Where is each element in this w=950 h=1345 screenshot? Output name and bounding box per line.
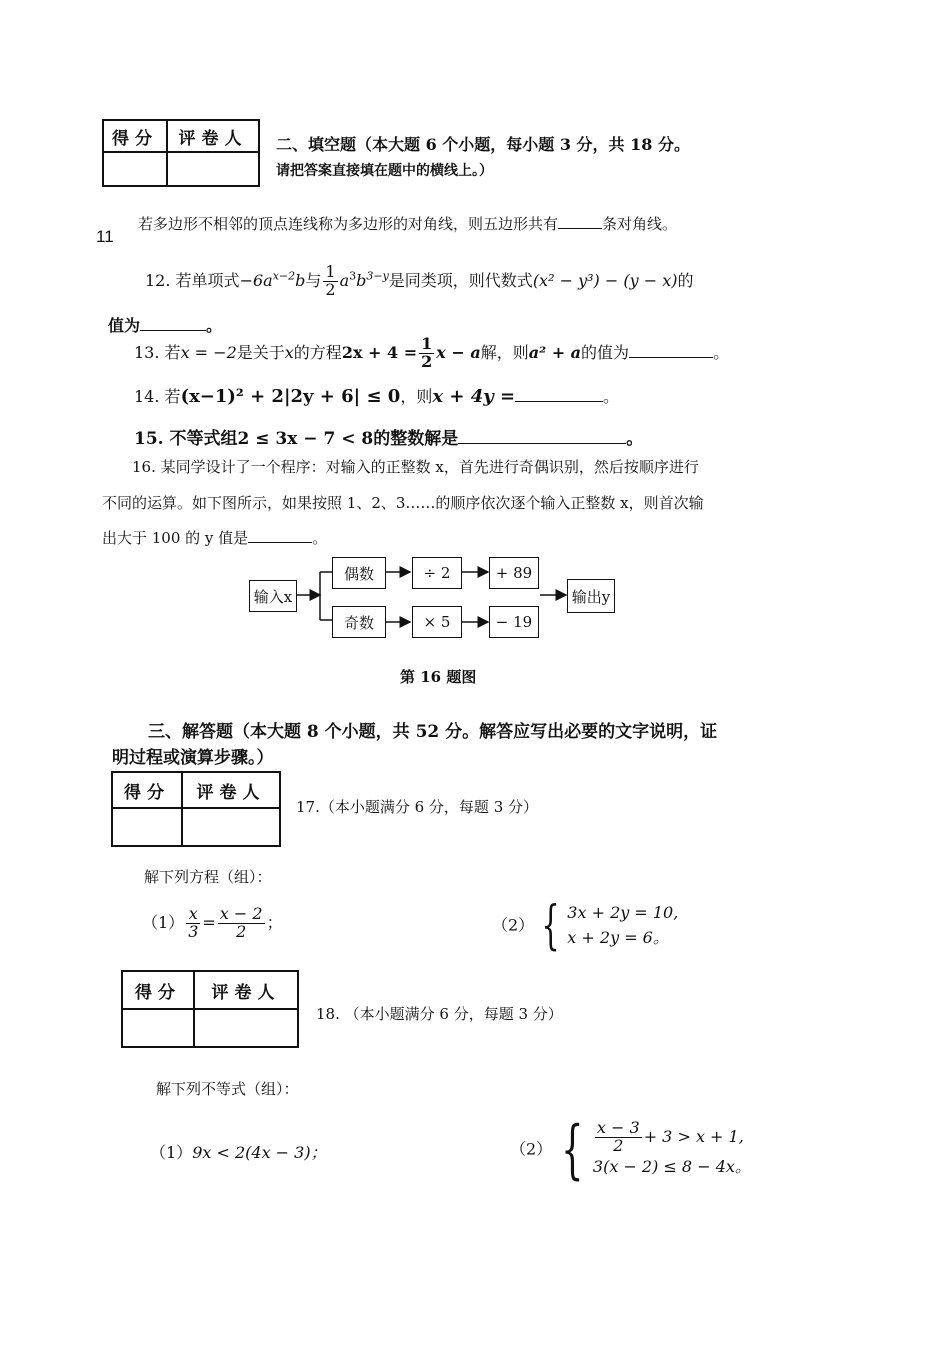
q18-p2-fden: 2 — [613, 1136, 624, 1156]
flow-minus-box: − 19 — [489, 606, 539, 638]
section3-title-line2: 明过程或演算步骤。） — [112, 748, 274, 768]
q17-p2-label: （2） — [492, 915, 535, 935]
q18-intro: 解下列不等式（组）： — [156, 1080, 299, 1098]
grader-cell[interactable] — [182, 808, 280, 846]
q14-ask: x + 4y = — [432, 386, 516, 407]
q14-line — [134, 384, 619, 407]
q13-var: x — [284, 342, 294, 362]
q16-line3-end: 。 — [312, 529, 328, 547]
q12-number: 12. — [145, 270, 171, 290]
section3-title-line1: 三、解答题（本大题 8 个小题，共 52 分。解答应写出必要的文字说明，证 — [148, 722, 718, 742]
q12-line1 — [145, 264, 693, 299]
q16-line1 — [132, 456, 699, 477]
grader-header: 评卷人 — [194, 971, 298, 1009]
q13-answer-blank[interactable] — [629, 357, 713, 358]
q12-monomial2a: a — [339, 270, 350, 290]
q17-problem1 — [142, 906, 283, 941]
q15-post: 的整数解是 — [373, 429, 459, 449]
q13-post2: 的值为 — [581, 342, 630, 362]
q17-p1-rden: 2 — [236, 921, 247, 941]
flow-odd-box: 奇数 — [332, 606, 386, 638]
q13-rhs: x − a — [436, 342, 481, 362]
flow-output-box: 输出y — [567, 579, 615, 613]
q16-line3 — [102, 527, 327, 548]
q12-monomial2b: b — [356, 270, 367, 290]
q15-pre: 不等式组 — [169, 429, 238, 449]
q17-p1-lnum: x — [186, 906, 200, 924]
q17-p2-eq2: x + 2y = 6。 — [567, 928, 669, 947]
flow-input-box: 输入x — [249, 580, 297, 612]
q15-end: 。 — [626, 429, 644, 449]
q12-monomial1: −6a — [239, 270, 273, 290]
brace-icon: { — [541, 896, 560, 956]
q12-frac-num: 1 — [325, 262, 336, 281]
q14-mid: ，则 — [400, 387, 433, 406]
q15-number: 15. — [134, 429, 164, 449]
q12-pre: 若单项式 — [175, 270, 240, 290]
q17-intro: 解下列方程（组）： — [144, 868, 272, 886]
q11-number: 11 — [96, 227, 114, 246]
q16-answer-blank[interactable] — [248, 542, 312, 543]
q13-mid2: 的方程 — [293, 342, 342, 362]
q14-pre: 若 — [164, 387, 181, 406]
q12-exp1: x−2 — [272, 269, 296, 283]
q12-frac-den: 2 — [325, 279, 336, 299]
q12-exp2a: 3 — [349, 269, 357, 283]
q14-answer-blank[interactable] — [515, 401, 603, 402]
q17-p2-eq1: 3x + 2y = 10, — [567, 903, 679, 923]
q17-p1-lden: 3 — [188, 921, 199, 941]
flow-plus-box: + 89 — [489, 557, 539, 589]
q11-answer-blank[interactable] — [558, 228, 602, 229]
q12-exp2b: 3−y — [366, 269, 389, 283]
q18-p2-ineq2: 3(x − 2) ≤ 8 − 4x。 — [592, 1156, 751, 1176]
q11-text — [138, 213, 677, 234]
q13-frac-num: 1 — [421, 334, 433, 353]
q17-p1-end: ； — [266, 912, 283, 932]
q17-p1-right-fraction — [218, 906, 265, 941]
q11-text-b: 条对角线。 — [602, 215, 678, 233]
q13-end: 。 — [713, 342, 730, 362]
q14-end: 。 — [603, 387, 620, 406]
q17-score-table — [111, 771, 281, 847]
q17-header: 17.（本小题满分 6 分，每题 3 分） — [296, 798, 539, 816]
q13-ask: a² + a — [528, 342, 582, 362]
grader-cell[interactable] — [167, 152, 259, 186]
q15-expression: 2 ≤ 3x − 7 < 8 — [237, 429, 374, 449]
q18-header: 18. （本小题满分 6 分，每题 3 分） — [316, 1005, 563, 1023]
q13-fraction — [419, 336, 434, 371]
q15-answer-blank[interactable] — [458, 443, 626, 444]
q17-p1-eq: = — [202, 912, 216, 932]
section2-instruction: 请把答案直接填在题中的横线上。） — [276, 163, 493, 179]
q18-problem1 — [150, 1140, 327, 1163]
grader-cell[interactable] — [194, 1009, 298, 1047]
q16-line1-text: 某同学设计了一个程序：对输入的正整数 x，首先进行奇偶识别，然后按顺序进行 — [160, 458, 699, 476]
q14-expression: (x−1)² + 2|2y + 6| ≤ 0 — [180, 386, 401, 407]
score-cell[interactable] — [112, 808, 182, 846]
q14-number: 14. — [134, 387, 160, 406]
q18-p2-label: （2） — [510, 1139, 553, 1159]
q13-frac-den: 2 — [421, 351, 433, 371]
section2-title: 二、填空题（本大题 6 个小题，每小题 3 分，共 18 分。 — [276, 135, 690, 154]
grader-header: 评卷人 — [167, 120, 259, 152]
section2-score-table — [102, 119, 260, 187]
brace-icon: { — [561, 1113, 584, 1187]
q13-condition: x = −2 — [180, 342, 237, 362]
q17-p1-label: （1） — [142, 912, 185, 932]
score-cell[interactable] — [122, 1009, 194, 1047]
flow-even-box: 偶数 — [332, 557, 386, 589]
q12-mid: 与 — [305, 270, 322, 290]
q12-fraction — [323, 264, 337, 299]
flow-divide-box: ÷ 2 — [412, 557, 462, 589]
q13-line — [134, 336, 729, 371]
q17-p1-left-fraction — [186, 906, 200, 941]
q17-problem2 — [492, 896, 679, 956]
q18-p1-expression: 9x < 2(4x − 3)； — [192, 1143, 327, 1162]
flow-multiply-box: × 5 — [412, 606, 462, 638]
q12-tail: 的 — [677, 270, 694, 290]
q12-monomial1b: b — [295, 270, 306, 290]
score-cell[interactable] — [103, 152, 167, 186]
q16-line2: 不同的运算。如下图所示，如果按照 1、2、3……的顺序依次逐个输入正整数 x，则首次输 — [102, 494, 704, 512]
q18-p2-system — [593, 1120, 751, 1179]
q18-score-table — [121, 970, 299, 1048]
q16-line3-text: 出大于 100 的 y 值是 — [102, 529, 249, 547]
q13-post: 解，则 — [480, 342, 529, 362]
q12-end: 。 — [206, 316, 223, 335]
q15-line — [134, 424, 643, 449]
q18-p2-fnum: x − 3 — [596, 1118, 640, 1138]
q18-p2-ineq1 — [593, 1120, 751, 1155]
q12-expression: (x² − y³) − (y − x) — [532, 270, 678, 290]
q12-answer-blank[interactable] — [140, 330, 206, 331]
q16-caption: 第 16 题图 — [400, 668, 477, 686]
grader-header: 评卷人 — [182, 772, 280, 808]
q18-problem2 — [510, 1113, 751, 1187]
score-header: 得分 — [122, 971, 194, 1009]
q17-p2-system — [567, 901, 678, 951]
q16-number: 16. — [132, 458, 156, 476]
q18-p2-fraction — [595, 1120, 642, 1155]
q17-p1-rnum: x − 2 — [219, 904, 263, 923]
q12-line2-text: 值为 — [108, 316, 141, 335]
q12-post: 是同类项，则代数式 — [388, 270, 533, 290]
q12-line2 — [108, 313, 222, 336]
q13-mid: 是关于 — [236, 342, 285, 362]
q18-p2-ineq1-rest: + 3 > x + 1, — [643, 1127, 744, 1147]
score-header: 得分 — [103, 120, 167, 152]
score-header: 得分 — [112, 772, 182, 808]
q11-text-a: 若多边形不相邻的顶点连线称为多边形的对角线，则五边形共有 — [138, 215, 559, 233]
q13-number: 13. — [134, 342, 160, 362]
q13-lhs: 2x + 4 = — [341, 342, 418, 362]
q13-pre: 若 — [164, 342, 181, 362]
q18-p1-label: （1） — [150, 1143, 193, 1162]
